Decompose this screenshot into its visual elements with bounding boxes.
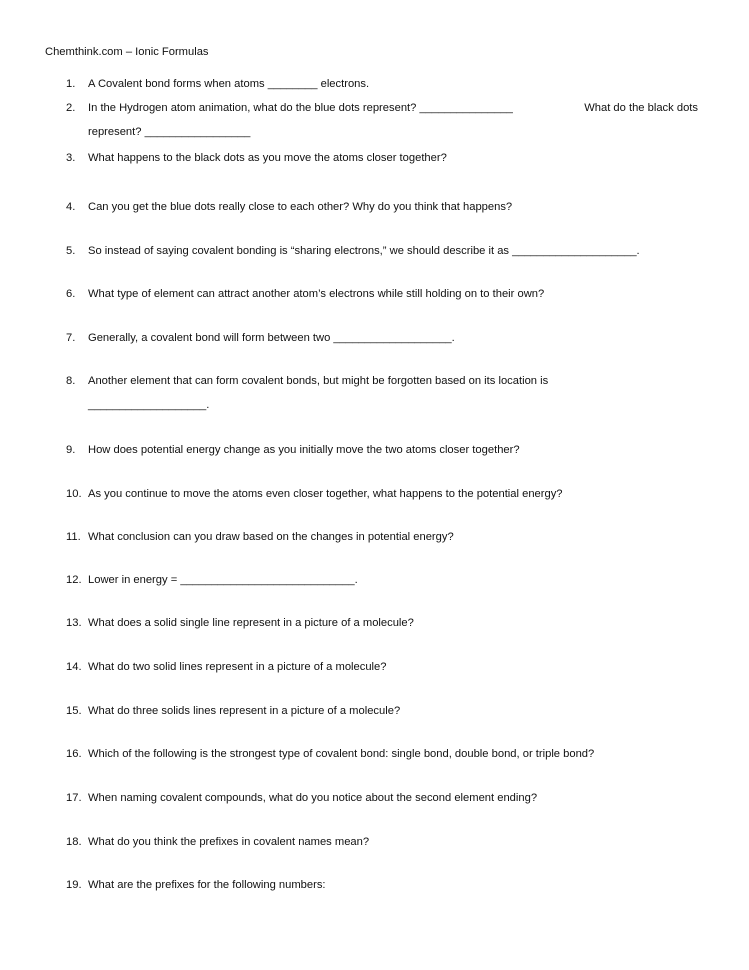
question-text: A Covalent bond forms when atoms ________ electrons. xyxy=(88,78,370,90)
question-text: Generally, a covalent bond will form between two ___________________. xyxy=(88,332,455,344)
page-title: Chemthink.com – Ionic Formulas xyxy=(45,46,209,58)
question-text: Can you get the blue dots really close to each other? Why do you think that happens? xyxy=(88,201,513,213)
question-text-continued: What do the black dots xyxy=(584,102,698,114)
question-text: In the Hydrogen atom animation, what do the blue dots represent? _______________ xyxy=(88,102,513,114)
question-number: 4. xyxy=(66,201,76,213)
question-text-wrapped: represent? _________________ xyxy=(88,126,251,138)
question-number: 2. xyxy=(66,102,76,114)
question-text: What conclusion can you draw based on the changes in potential energy? xyxy=(88,531,454,543)
question-number: 10. xyxy=(66,488,82,500)
question-text: Which of the following is the strongest type of covalent bond: single bond, double bond, or triple bond? xyxy=(88,748,595,760)
question-number: 1. xyxy=(66,78,76,90)
question-text: What do two solid lines represent in a picture of a molecule? xyxy=(88,661,387,673)
question-text: As you continue to move the atoms even closer together, what happens to the potential energy? xyxy=(88,488,563,500)
question-number: 19. xyxy=(66,879,82,891)
question-text: What do three solids lines represent in a picture of a molecule? xyxy=(88,705,401,717)
question-text: What are the prefixes for the following numbers: xyxy=(88,879,326,891)
question-text: When naming covalent compounds, what do you notice about the second element ending? xyxy=(88,792,538,804)
question-number: 7. xyxy=(66,332,76,344)
question-text: Another element that can form covalent bonds, but might be forgotten based on its location is xyxy=(88,375,549,387)
question-text: Lower in energy = ____________________________. xyxy=(88,574,358,586)
question-number: 5. xyxy=(66,245,76,257)
question-number: 11. xyxy=(66,531,81,543)
question-number: 18. xyxy=(66,836,82,848)
question-number: 6. xyxy=(66,288,76,300)
question-number: 3. xyxy=(66,152,76,164)
question-text: What type of element can attract another atom’s electrons while still holding on to their own? xyxy=(88,288,545,300)
question-number: 15. xyxy=(66,705,82,717)
question-number: 12. xyxy=(66,574,82,586)
question-text: What do you think the prefixes in covalent names mean? xyxy=(88,836,370,848)
question-number: 9. xyxy=(66,444,76,456)
question-text: So instead of saying covalent bonding is “sharing electrons,” we should describe it as ____________________. xyxy=(88,245,640,257)
question-number: 14. xyxy=(66,661,82,673)
question-text: What happens to the black dots as you move the atoms closer together? xyxy=(88,152,447,164)
question-text-wrapped: ___________________. xyxy=(88,399,210,411)
question-number: 16. xyxy=(66,748,82,760)
question-number: 13. xyxy=(66,617,82,629)
question-number: 17. xyxy=(66,792,82,804)
question-text: How does potential energy change as you initially move the two atoms closer together? xyxy=(88,444,520,456)
question-text: What does a solid single line represent in a picture of a molecule? xyxy=(88,617,414,629)
question-number: 8. xyxy=(66,375,76,387)
